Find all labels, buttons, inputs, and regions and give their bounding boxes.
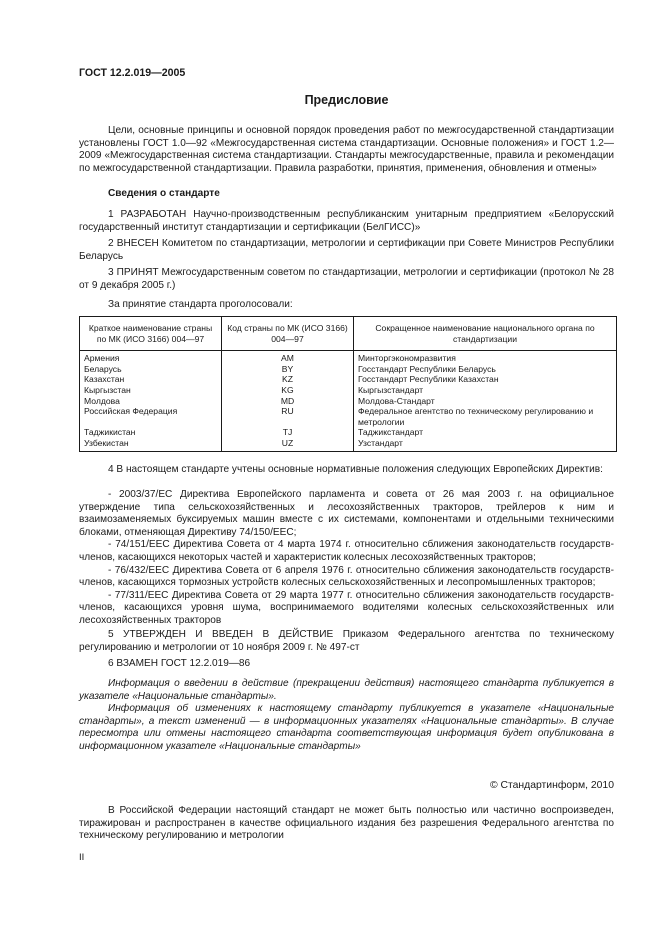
table-header-country: Краткое наименование страны по МК (ИСО 3166) 004—97 [80,317,222,351]
cell-code: KG [222,385,354,396]
cell-body: Госстандарт Республики Казахстан [354,374,617,385]
cell-code: TJ [222,427,354,438]
voting-table [79,316,617,452]
table-row [80,374,617,385]
voting-table-wrap [79,316,617,452]
cell-body: Минторгэкономразвития [354,351,617,364]
table-row [80,396,617,407]
page-number: II [79,852,85,863]
cell-country: Узбекистан [80,438,222,451]
notes-block [79,678,614,754]
note-changes: Информация об изменениях к настоящему стандарту публикуется в указателе «Национальные стандарты», а текст изменений — в информационных указателях «Национальные стандарты». В случае пересмотра или отмены настоящего стандарта соответствующая информация будет опубликована в информационном указателе «Национальные стандарты» [79,703,614,752]
directive-item: - 2003/37/ЕС Директива Европейского парламента и совета от 26 мая 2003 г. на официальное утверждение типа сельскохозяйственных и лесохозяйственных тракторов, трейлеров к ним и взаимозаменяемых буксируемых машин вместе с их системами, компонентами и отдельными техническими блоками, отменяющая Директиву 74/150/ЕЕС; [79,489,614,538]
cell-code: UZ [222,438,354,451]
table-header-body: Сокращенное наименование национального органа по стандартизации [354,317,617,351]
table-row [80,385,617,396]
vote-intro: За принятие стандарта проголосовали: [108,299,293,310]
rights-block [79,805,614,843]
item-5: 5 УТВЕРЖДЕН И ВВЕДЕН В ДЕЙСТВИЕ Приказом Федерального агентства по техническому регулированию и метрологии от 10 ноября 2009 г. № 497-ст [79,629,614,653]
cell-code: AM [222,351,354,364]
item-2: 2 ВНЕСЕН Комитетом по стандартизации, метрологии и сертификации при Совете Министров Республики Беларусь [79,238,614,262]
intro-paragraph: Цели, основные принципы и основной порядок проведения работ по межгосударственной стандартизации установлены ГОСТ 1.0—92 «Межгосударственная система стандартизации. Основные положения» и ГОСТ 1.2—2009 «Межгосударственная система стандартизации. Стандарты межгосударственные, правила и рекомендации по межгосударственной стандартизации. Правила разработки, принятия, применения, обновления и отмены» [79,125,614,174]
directives-list [79,489,614,628]
item-1-block [79,209,614,234]
cell-code: BY [222,364,354,375]
cell-body: Госстандарт Республики Беларусь [354,364,617,375]
intro-section [79,125,614,175]
copyright: © Стандартинформ, 2010 [489,780,614,791]
note-introduction: Информация о введении в действие (прекращении действия) настоящего стандарта публикуется в указателе «Национальные стандарты». [79,678,614,702]
cell-country: Казахстан [80,374,222,385]
item-3-block [79,267,614,292]
cell-country: Российская Федерация [80,406,222,427]
rights-notice: В Российской Федерации настоящий стандарт не может быть полностью или частично воспроизведен, тиражирован и распространен в качестве официального издания без разрешения Федерального агентства по техническому регулированию и метрологии [79,805,614,842]
document-header: ГОСТ 12.2.019—2005 [79,67,186,79]
cell-body: Молдова-Стандарт [354,396,617,407]
cell-country: Беларусь [80,364,222,375]
cell-body: Кыргызстандарт [354,385,617,396]
item-4-block [79,464,614,477]
item-6: 6 ВЗАМЕН ГОСТ 12.2.019—86 [108,658,251,669]
table-row [80,351,617,364]
cell-code: RU [222,406,354,427]
table-row [80,438,617,451]
table-row [80,427,617,438]
cell-code: MD [222,396,354,407]
info-heading-block [79,188,614,201]
table-header-row [80,317,617,351]
cell-body: Узстандарт [354,438,617,451]
cell-body: Таджикстандарт [354,427,617,438]
directive-item: - 74/151/ЕЕС Директива Совета от 4 марта 1974 г. относительно сближения законодательств государств-членов, касающихся некоторых частей и характеристик колесных лесохозяйственных тракторов; [79,539,614,563]
item-2-block [79,238,614,263]
cell-country: Молдова [80,396,222,407]
directive-item: - 77/311/ЕЕС Директива Совета от 29 марта 1977 г. относительно сближения законодательств государств-членов, касающихся уровня шума, воспринимаемого водителями колесных сельскохозяйственных или лесохозяйственных тракторов [79,589,614,626]
cell-country: Армения [80,351,222,364]
page-title: Предисловие [304,93,389,107]
item-4: 4 В настоящем стандарте учтены основные нормативные положения следующих Европейских Директив: [108,464,603,475]
cell-code: KZ [222,374,354,385]
table-row [80,364,617,375]
item-5-block [79,629,614,654]
table-row [80,406,617,427]
item-1: 1 РАЗРАБОТАН Научно-производственным республиканским унитарным предприятием «Белорусский государственный институт стандартизации и сертификации (БелГИСС)» [79,209,614,233]
directive-item: - 76/432/ЕЕС Директива Совета от 6 апреля 1976 г. относительно сближения законодательств государств-членов, касающихся тормозных устройств колесных сельскохозяйственных и лесопромышленных тракторов; [79,564,614,589]
item-6-block [79,658,614,671]
cell-body: Федеральное агентство по техническому регулированию и метрологии [354,406,617,427]
vote-intro-block [79,299,614,312]
item-3: 3 ПРИНЯТ Межгосударственным советом по стандартизации, метрологии и сертификации (протокол № 28 от 9 декабря 2005 г.) [79,267,614,291]
cell-country: Таджикистан [80,427,222,438]
table-header-code: Код страны по МК (ИСО 3166) 004—97 [222,317,354,351]
cell-country: Кыргызстан [80,385,222,396]
info-heading: Сведения о стандарте [108,188,220,199]
